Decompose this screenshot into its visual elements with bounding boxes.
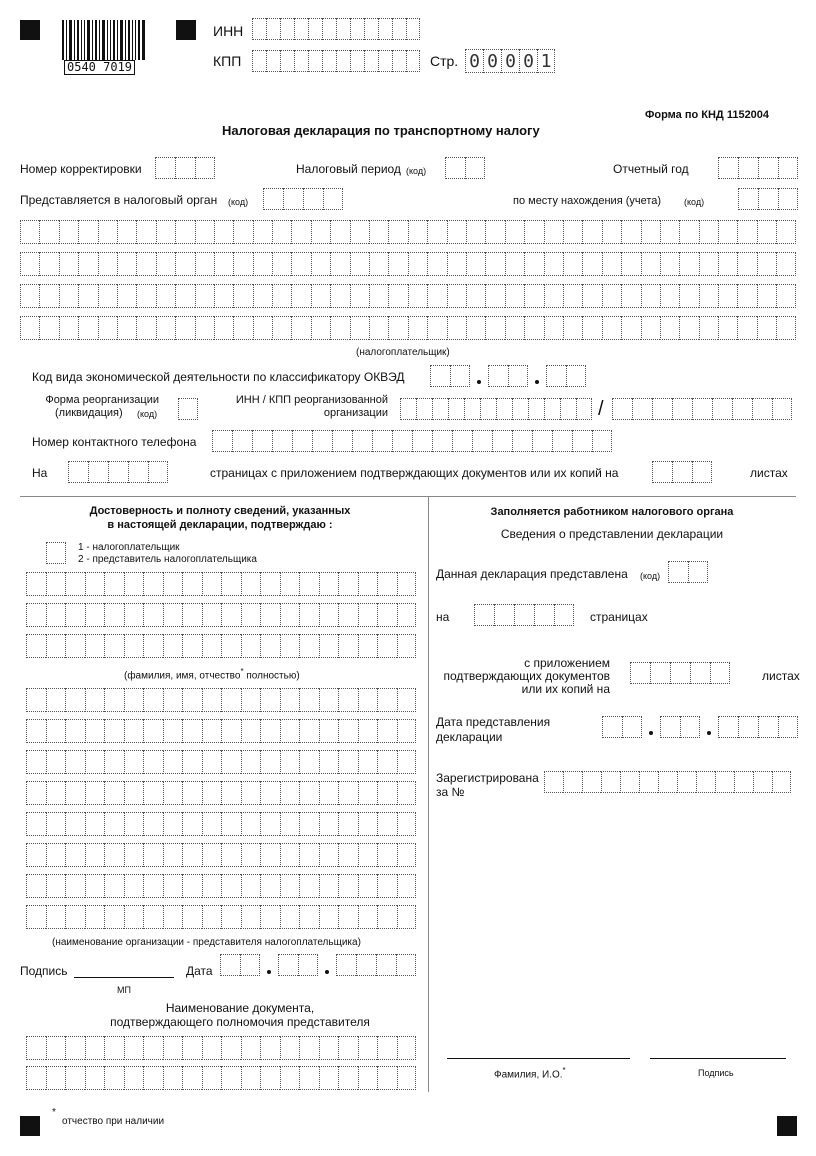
date-label: Дата [186, 964, 213, 978]
grid-row[interactable] [26, 843, 416, 867]
grid-row[interactable] [26, 634, 416, 658]
pages-count-cells[interactable] [68, 461, 168, 483]
corner-marker-bottom-right [777, 1116, 797, 1136]
date-submitted-label-1: Дата представления [436, 715, 551, 729]
date-day-cells[interactable] [220, 954, 260, 976]
date-month-cells[interactable] [278, 954, 318, 976]
reorg-inn-label-2: организации [323, 407, 388, 419]
fio-asterisk: * [240, 667, 244, 676]
attach-label-3: или их копий на [521, 682, 610, 696]
stamp-label: МП [117, 985, 131, 995]
on-label: на [436, 610, 450, 624]
grid-row[interactable] [26, 1036, 416, 1060]
reorg-kpp-cells[interactable] [612, 398, 792, 420]
page-number-cells [465, 49, 555, 73]
okved-separator-dot [477, 380, 481, 384]
left-heading-1: Достоверность и полноту сведений, указанных [89, 505, 351, 517]
fio-caption [124, 667, 300, 681]
footnote-text: отчество при наличии [62, 1116, 165, 1127]
reorg-label-1: Форма реорганизации [45, 394, 159, 406]
sheets-count-cells[interactable] [652, 461, 712, 483]
right-pages-label: страницах [590, 610, 648, 624]
reorg-label-2: (ликвидация) [55, 407, 123, 419]
okved-label: Код вида экономической деятельности по классификатору ОКВЭД [32, 370, 405, 384]
correction-label: Номер корректировки [20, 162, 142, 176]
corner-marker-top-right [176, 20, 196, 40]
date-separator-dot [649, 731, 653, 735]
fio-caption-end: полностью) [246, 670, 300, 682]
submitted-label: Данная декларация представлена [436, 567, 628, 581]
fio-caption-text: (фамилия, имя, отчество [124, 670, 241, 682]
okved-cells-3[interactable] [546, 365, 586, 387]
grid-row[interactable] [26, 719, 416, 743]
right-sheets-label: листах [762, 669, 800, 683]
inspector-name-asterisk: * [562, 1066, 566, 1075]
pages-sheets-label: листах [750, 466, 788, 480]
inspector-signature-caption: Подпись [698, 1068, 734, 1078]
date-separator-dot [707, 731, 711, 735]
inn-kpp-slash: / [598, 398, 604, 420]
attach-label-2: подтверждающих документов [443, 669, 610, 683]
kpp-cells[interactable] [252, 50, 420, 72]
location-cells[interactable] [738, 188, 798, 210]
doc-heading-2: подтверждающего полномочия представителя [110, 1015, 370, 1029]
signer-option-2: 2 - представитель налогоплательщика [78, 554, 257, 565]
right-pages-cells[interactable] [474, 604, 574, 626]
inspector-name-line[interactable] [447, 1058, 630, 1059]
submitted-year-cells[interactable] [718, 716, 798, 738]
location-code: (код) [684, 197, 705, 207]
correction-cells[interactable] [155, 157, 215, 179]
pages-text: страницах с приложением подтверждающих документов или их копий на [210, 466, 619, 480]
reorg-code: (код) [137, 409, 158, 419]
inspector-name-caption [494, 1066, 566, 1080]
signature-label: Подпись [20, 964, 68, 978]
barcode-number: 0540 7019 [64, 60, 135, 75]
signer-option-1: 1 - налогоплательщик [78, 542, 180, 553]
location-label: по месту нахождения (учета) [513, 195, 662, 207]
submitted-code: (код) [640, 571, 661, 581]
registered-label-1: Зарегистрирована [436, 771, 539, 785]
corner-marker-top-left [20, 20, 40, 40]
grid-row[interactable] [26, 874, 416, 898]
grid-row[interactable] [26, 812, 416, 836]
left-heading-2: в настоящей декларации, подтверждаю : [107, 519, 333, 531]
taxpayer-caption: (налогоплательщик) [356, 347, 450, 358]
registration-number-cells[interactable] [544, 771, 791, 793]
grid-row[interactable] [26, 572, 416, 596]
page-digit: 0 [465, 49, 483, 73]
inn-label: ИНН [213, 23, 244, 39]
right-subheading: Сведения о представлении декларации [500, 527, 724, 541]
grid-row[interactable] [20, 316, 796, 340]
submitted-cells[interactable] [668, 561, 708, 583]
page-digit: 0 [519, 49, 537, 73]
grid-row[interactable] [26, 905, 416, 929]
doc-heading-1: Наименование документа, [165, 1001, 315, 1015]
phone-label: Номер контактного телефона [32, 435, 197, 449]
page-digit: 0 [483, 49, 501, 73]
corner-marker-bottom-left [20, 1116, 40, 1136]
tax-period-cells[interactable] [445, 157, 485, 179]
reorg-form-cell[interactable] [178, 398, 198, 420]
date-year-cells[interactable] [336, 954, 416, 976]
section-divider [20, 496, 796, 497]
tax-authority-code: (код) [228, 197, 249, 207]
tax-authority-label: Представляется в налоговый орган [20, 193, 218, 207]
phone-cells[interactable] [212, 430, 612, 452]
org-caption: (наименование организации - представителя налогоплательщика) [52, 937, 361, 948]
grid-row[interactable] [20, 252, 796, 276]
tax-period-code: (код) [406, 166, 427, 176]
tax-period-label: Налоговый период [296, 162, 401, 176]
grid-row[interactable] [26, 688, 416, 712]
okved-cells-1[interactable] [430, 365, 470, 387]
grid-row[interactable] [20, 284, 796, 308]
barcode [62, 18, 147, 60]
inn-cells[interactable] [252, 18, 420, 40]
okved-separator-dot [535, 380, 539, 384]
date-separator-dot [267, 970, 271, 974]
grid-row[interactable] [26, 750, 416, 774]
date-submitted-label-2: декларации [436, 730, 503, 744]
grid-row[interactable] [26, 603, 416, 627]
date-separator-dot [325, 970, 329, 974]
attach-label-1: с приложением [524, 656, 610, 670]
page-digit: 0 [501, 49, 519, 73]
page-digit: 1 [537, 49, 555, 73]
report-year-label: Отчетный год [613, 162, 689, 176]
reorg-inn-label-1: ИНН / КПП реорганизованной [235, 394, 388, 406]
signature-line[interactable] [74, 977, 174, 978]
page-label: Стр. [430, 53, 459, 69]
report-year-cells[interactable] [718, 157, 798, 179]
pages-on-label: На [32, 466, 48, 480]
form-code: Форма по КНД 1152004 [645, 109, 770, 121]
inspector-signature-line[interactable] [650, 1058, 786, 1059]
submitted-day-cells[interactable] [602, 716, 642, 738]
tax-authority-cells[interactable] [263, 188, 343, 210]
signer-type-cell[interactable] [46, 542, 66, 564]
right-sheets-cells[interactable] [630, 662, 730, 684]
okved-cells-2[interactable] [488, 365, 528, 387]
inspector-name-label: Фамилия, И.О. [494, 1069, 563, 1081]
kpp-label: КПП [213, 53, 242, 69]
grid-row[interactable] [20, 220, 796, 244]
grid-row[interactable] [26, 1066, 416, 1090]
submitted-month-cells[interactable] [660, 716, 700, 738]
footnote-asterisk: * [52, 1107, 56, 1118]
registered-label-2: за № [436, 785, 465, 799]
right-heading: Заполняется работником налогового органа [490, 506, 734, 518]
grid-row[interactable] [26, 781, 416, 805]
reorg-inn-cells[interactable] [400, 398, 592, 420]
page-title: Налоговая декларация по транспортному налогу [222, 123, 540, 138]
